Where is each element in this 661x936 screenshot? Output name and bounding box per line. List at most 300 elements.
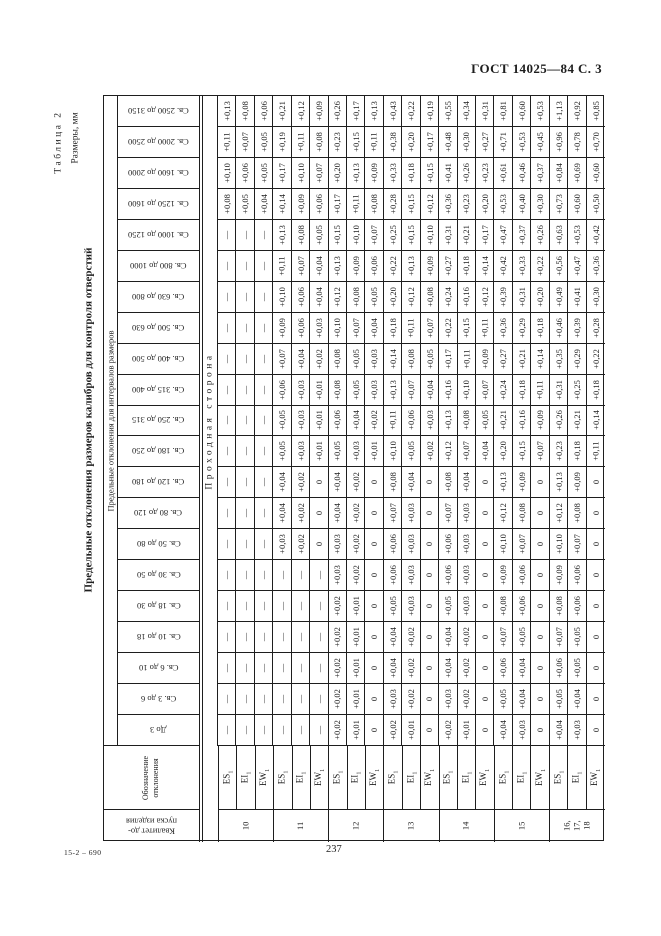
designation-cell: $ES_1$ [384, 746, 402, 809]
data-cell: +0,05 [513, 622, 531, 653]
size-interval-label: Св. 180 до 250 [118, 436, 199, 467]
data-cell: — [255, 375, 273, 406]
data-cell: +0,13 [329, 251, 347, 282]
data-cell: +0,08 [439, 467, 457, 498]
data-cell: +0,07 [476, 375, 494, 406]
data-cell: — [255, 282, 273, 313]
print-order-code: 15-2 – 690 [64, 848, 102, 857]
data-cell: +0,15 [402, 220, 420, 251]
data-cell: +0,47 [494, 220, 512, 251]
data-cell: — [218, 715, 236, 746]
data-cell: +0,15 [329, 220, 347, 251]
data-cell: +0,05 [476, 406, 494, 437]
data-cell: — [310, 684, 328, 715]
data-cell: +0,02 [421, 436, 439, 467]
data-cell: +0,17 [439, 344, 457, 375]
size-interval-label: Св. 2000 до 2500 [118, 127, 199, 158]
data-cell: +0,06 [365, 251, 383, 282]
data-cell: — [255, 251, 273, 282]
data-cell: — [255, 220, 273, 251]
data-cell: +0,11 [384, 406, 402, 437]
data-cell: 0 [421, 467, 439, 498]
data-cell: +0,96 [550, 127, 568, 158]
data-cell: +0,05 [494, 684, 512, 715]
deviation-values-grid [218, 96, 605, 746]
data-cell: +0,11 [218, 127, 236, 158]
data-cell: +0,92 [568, 96, 586, 127]
data-cell: +0,46 [513, 158, 531, 189]
data-cell: +0,08 [458, 406, 476, 437]
data-cell: +0,09 [550, 560, 568, 591]
data-cell: — [255, 684, 273, 715]
designation-cell: $ES_1$ [440, 746, 458, 809]
data-cell: +0,08 [494, 591, 512, 622]
size-interval-label: Св. 30 до 50 [118, 560, 199, 591]
data-cell: — [255, 406, 273, 437]
table-title: Предельные отклонения размеров калибров для контроля отверстий [82, 247, 95, 593]
data-cell: — [310, 653, 328, 684]
data-cell: — [292, 622, 310, 653]
data-cell: +0,02 [402, 684, 420, 715]
designation-cell: $ES_1$ [329, 746, 347, 809]
data-cell: +0,09 [421, 251, 439, 282]
data-cell: +0,09 [476, 344, 494, 375]
data-cell: +0,02 [347, 498, 365, 529]
data-cell: +0,03 [402, 529, 420, 560]
data-cell: +0,11 [402, 313, 420, 344]
data-cell: +0,60 [568, 189, 586, 220]
data-cell: +0,02 [347, 560, 365, 591]
data-cell: 0 [421, 591, 439, 622]
data-cell: — [218, 467, 236, 498]
data-cell: +1,13 [550, 96, 568, 127]
data-cell: — [236, 498, 254, 529]
data-cell: — [255, 653, 273, 684]
designation-cell: $ES_1$ [550, 746, 568, 809]
data-cell: +0,06 [384, 560, 402, 591]
data-cell: +0,36 [439, 189, 457, 220]
data-cell: +0,05 [347, 375, 365, 406]
data-cell: 0 [476, 560, 494, 591]
data-cell: +0,04 [365, 313, 383, 344]
data-cell: +0,04 [273, 467, 291, 498]
size-interval-label: Св. 80 до 120 [118, 498, 199, 529]
data-cell: +0,29 [513, 313, 531, 344]
size-interval-label: Св. 50 до 80 [118, 529, 199, 560]
size-interval-label: Св. 500 до 630 [118, 313, 199, 344]
data-cell: +0,22 [587, 344, 605, 375]
data-cell: — [218, 653, 236, 684]
data-cell: +0,03 [292, 406, 310, 437]
designation-cell: $EI_1$ [403, 746, 421, 809]
data-cell: +0,26 [531, 220, 549, 251]
data-cell: +0,12 [550, 498, 568, 529]
data-cell: 0 [365, 622, 383, 653]
data-cell: +0,06 [329, 406, 347, 437]
data-cell: +0,12 [329, 282, 347, 313]
data-cell: +0,07 [365, 220, 383, 251]
passing-side-header: Проходная сторона [203, 96, 218, 746]
data-cell: 0 [476, 591, 494, 622]
data-cell: — [218, 684, 236, 715]
data-cell: — [218, 220, 236, 251]
data-cell: +0,27 [494, 344, 512, 375]
data-cell: +0,36 [494, 313, 512, 344]
data-cell: 0 [476, 622, 494, 653]
data-cell: 0 [476, 529, 494, 560]
data-cell: +0,06 [568, 560, 586, 591]
data-cell: +0,04 [384, 653, 402, 684]
data-cell: +0,27 [476, 127, 494, 158]
data-cell: — [292, 591, 310, 622]
data-cell: 0 [476, 653, 494, 684]
data-cell: — [255, 529, 273, 560]
data-cell: +0,14 [531, 344, 549, 375]
data-cell: +0,03 [292, 436, 310, 467]
data-cell: — [218, 622, 236, 653]
table-number-label: Таблица 2 [54, 110, 65, 174]
data-cell: +0,13 [494, 467, 512, 498]
data-cell: +0,05 [402, 436, 420, 467]
data-cell: +0,04 [329, 498, 347, 529]
data-cell: — [218, 251, 236, 282]
quality-grade-row [218, 809, 605, 842]
data-cell: 0 [531, 591, 549, 622]
data-cell: +0,20 [494, 436, 512, 467]
data-cell: +0,49 [550, 282, 568, 313]
data-cell: +0,25 [568, 375, 586, 406]
data-cell: — [310, 715, 328, 746]
data-cell: +0,20 [329, 158, 347, 189]
data-cell: 0 [476, 715, 494, 746]
data-cell: +0,03 [458, 498, 476, 529]
designation-cell: $EI_1$ [568, 746, 586, 809]
data-cell: +0,05 [236, 189, 254, 220]
data-cell: +0,70 [587, 127, 605, 158]
data-cell: 0 [421, 715, 439, 746]
data-cell: — [310, 560, 328, 591]
data-cell: +0,06 [439, 529, 457, 560]
data-cell: +0,06 [513, 591, 531, 622]
data-cell: +0,33 [384, 158, 402, 189]
data-cell: +0,04 [476, 436, 494, 467]
data-cell: +0,02 [310, 344, 328, 375]
data-cell: +0,11 [458, 344, 476, 375]
data-cell: +0,09 [568, 467, 586, 498]
designation-cell: $EI_1$ [458, 746, 476, 809]
data-cell: +0,03 [384, 684, 402, 715]
size-interval-label: Св. 800 до 1000 [118, 251, 199, 282]
data-cell: +0,23 [458, 189, 476, 220]
data-cell: +0,01 [365, 436, 383, 467]
data-cell: +0,23 [550, 436, 568, 467]
data-cell: +0,09 [365, 158, 383, 189]
data-cell: +0,27 [439, 251, 457, 282]
data-cell: +0,11 [365, 127, 383, 158]
data-cell: +0,09 [292, 189, 310, 220]
data-cell: +0,15 [421, 158, 439, 189]
data-cell: 0 [587, 560, 605, 591]
data-cell: +0,18 [587, 375, 605, 406]
data-cell: 0 [365, 653, 383, 684]
data-cell: +0,12 [421, 189, 439, 220]
data-cell: +0,06 [439, 560, 457, 591]
data-cell: +0,30 [458, 127, 476, 158]
designation-row [218, 746, 605, 809]
data-cell: +0,06 [310, 189, 328, 220]
data-cell: +0,23 [329, 127, 347, 158]
data-cell: +0,10 [292, 158, 310, 189]
size-interval-label: Св. 400 до 500 [118, 344, 199, 375]
data-cell: +0,05 [550, 684, 568, 715]
data-cell: +0,01 [347, 684, 365, 715]
data-cell: +0,53 [494, 189, 512, 220]
data-cell: +0,17 [421, 127, 439, 158]
data-cell: +0,22 [439, 313, 457, 344]
data-cell: +0,50 [587, 189, 605, 220]
data-cell: +0,06 [236, 158, 254, 189]
data-cell: +0,05 [255, 158, 273, 189]
data-cell: +0,02 [402, 622, 420, 653]
data-cell: +0,05 [384, 591, 402, 622]
data-cell: +0,14 [273, 189, 291, 220]
data-cell: +0,07 [550, 622, 568, 653]
data-cell: 0 [531, 622, 549, 653]
data-cell: +0,78 [568, 127, 586, 158]
data-cell: +0,15 [402, 189, 420, 220]
designation-cell: $ES_1$ [219, 746, 237, 809]
size-interval-label: До 3 [118, 715, 199, 746]
designation-cell: $ES_1$ [495, 746, 513, 809]
data-cell: +0,05 [365, 282, 383, 313]
data-cell: +0,10 [329, 313, 347, 344]
designation-cell: $EW_1$ [311, 746, 329, 809]
data-cell: +0,13 [218, 96, 236, 127]
data-cell: +0,02 [292, 467, 310, 498]
page-header-gost: ГОСТ 14025—84 С. 3 [471, 61, 602, 76]
data-cell: +0,01 [347, 653, 365, 684]
data-cell: 0 [365, 467, 383, 498]
data-cell: +0,53 [568, 220, 586, 251]
data-cell: +0,42 [587, 220, 605, 251]
data-cell: +0,53 [531, 96, 549, 127]
data-cell: +0,09 [273, 313, 291, 344]
data-cell: +0,03 [329, 529, 347, 560]
size-interval-label: Св. 3 до 6 [118, 684, 199, 715]
data-cell: +0,13 [550, 467, 568, 498]
designation-cell: $EW_1$ [589, 768, 603, 787]
data-cell: — [236, 436, 254, 467]
size-interval-label: Св. 1250 до 1600 [118, 189, 199, 220]
data-cell: +0,04 [568, 684, 586, 715]
data-cell: +0,04 [273, 498, 291, 529]
data-cell: +0,03 [458, 560, 476, 591]
data-cell: +0,47 [568, 251, 586, 282]
data-cell: — [273, 715, 291, 746]
data-cell: +0,18 [458, 251, 476, 282]
data-cell: — [255, 344, 273, 375]
data-cell: +0,21 [458, 220, 476, 251]
data-cell: 0 [531, 560, 549, 591]
data-cell: +0,04 [402, 467, 420, 498]
data-cell: +0,35 [550, 344, 568, 375]
data-cell: +0,29 [568, 344, 586, 375]
data-cell: +0,16 [513, 406, 531, 437]
data-cell: +0,07 [421, 313, 439, 344]
data-cell: +0,37 [531, 158, 549, 189]
data-cell: — [236, 467, 254, 498]
data-cell: +0,14 [384, 344, 402, 375]
size-interval-label: Св. 120 до 180 [118, 467, 199, 498]
data-cell: +0,03 [273, 529, 291, 560]
data-cell: +0,85 [587, 96, 605, 127]
data-cell: +0,06 [292, 313, 310, 344]
deviation-table [103, 95, 604, 841]
units-label: Размеры, мм [71, 111, 82, 164]
data-cell: 0 [421, 684, 439, 715]
data-cell: +0,03 [439, 684, 457, 715]
data-cell: +0,19 [273, 127, 291, 158]
data-cell: +0,02 [292, 498, 310, 529]
data-cell: — [218, 436, 236, 467]
data-cell: 0 [587, 498, 605, 529]
data-cell: — [218, 282, 236, 313]
data-cell: +0,12 [292, 96, 310, 127]
data-cell: 0 [587, 529, 605, 560]
data-cell: 0 [310, 529, 328, 560]
data-cell: +0,10 [458, 375, 476, 406]
data-cell: +0,14 [476, 251, 494, 282]
data-cell: +0,21 [494, 406, 512, 437]
data-cell: +0,26 [329, 96, 347, 127]
size-interval-label: Св. 6 до 10 [118, 653, 199, 684]
data-cell: +0,06 [568, 591, 586, 622]
data-cell: 0 [587, 622, 605, 653]
data-cell: — [255, 467, 273, 498]
data-cell: +0,04 [439, 622, 457, 653]
data-cell: — [255, 715, 273, 746]
data-cell: +0,01 [310, 436, 328, 467]
data-cell: +0,08 [310, 127, 328, 158]
data-cell: +0,12 [402, 282, 420, 313]
data-cell: — [236, 560, 254, 591]
data-cell: +0,08 [347, 282, 365, 313]
data-cell: 0 [531, 715, 549, 746]
data-cell: +0,55 [439, 96, 457, 127]
data-cell: +0,48 [439, 127, 457, 158]
data-cell: — [255, 560, 273, 591]
size-interval-label: Св. 1600 до 2000 [118, 158, 199, 189]
data-cell: +0,02 [458, 684, 476, 715]
data-cell: +0,04 [255, 189, 273, 220]
data-cell: +0,17 [347, 96, 365, 127]
data-cell: +0,10 [273, 282, 291, 313]
data-cell: +0,05 [255, 127, 273, 158]
data-cell: +0,03 [347, 436, 365, 467]
data-cell: +0,04 [550, 715, 568, 746]
designation-cell: $ES_1$ [274, 746, 292, 809]
data-cell: 0 [421, 529, 439, 560]
data-cell: +0,38 [384, 127, 402, 158]
data-cell: — [236, 653, 254, 684]
data-cell: +0,07 [494, 622, 512, 653]
data-cell: — [218, 560, 236, 591]
data-cell: +0,18 [402, 158, 420, 189]
data-cell: +0,09 [347, 251, 365, 282]
data-cell: — [236, 344, 254, 375]
data-cell: +0,15 [347, 127, 365, 158]
designation-cell: $EI_1$ [237, 746, 255, 809]
data-cell: +0,53 [513, 127, 531, 158]
data-cell: +0,18 [531, 313, 549, 344]
size-interval-label: Св. 630 до 800 [118, 282, 199, 313]
data-cell: +0,20 [402, 127, 420, 158]
data-cell: +0,03 [402, 591, 420, 622]
data-cell: +0,73 [550, 189, 568, 220]
data-cell: — [218, 344, 236, 375]
data-cell: +0,10 [384, 436, 402, 467]
data-cell: — [218, 375, 236, 406]
data-cell: +0,18 [513, 375, 531, 406]
data-cell: 0 [531, 467, 549, 498]
data-cell: +0,01 [347, 715, 365, 746]
data-cell: +0,03 [365, 344, 383, 375]
data-cell: +0,03 [458, 529, 476, 560]
data-cell: +0,05 [273, 406, 291, 437]
data-cell: +0,06 [494, 653, 512, 684]
data-cell: +0,09 [513, 467, 531, 498]
data-cell: +0,24 [494, 375, 512, 406]
data-cell: +0,05 [568, 653, 586, 684]
data-cell: — [236, 406, 254, 437]
data-cell: — [255, 436, 273, 467]
data-cell: +0,04 [292, 344, 310, 375]
data-cell: +0,26 [458, 158, 476, 189]
data-cell: +0,06 [292, 282, 310, 313]
data-cell: +0,23 [476, 158, 494, 189]
data-cell: +0,39 [494, 282, 512, 313]
data-cell: +0,07 [236, 127, 254, 158]
data-cell: +0,11 [292, 127, 310, 158]
data-cell: +0,01 [310, 375, 328, 406]
data-cell: +0,08 [384, 467, 402, 498]
data-cell: +0,05 [310, 220, 328, 251]
data-cell: +0,05 [421, 344, 439, 375]
data-cell: +0,10 [347, 220, 365, 251]
data-cell: 0 [365, 529, 383, 560]
data-cell: +0,08 [329, 375, 347, 406]
data-cell: +0,07 [458, 436, 476, 467]
data-cell: +0,36 [587, 251, 605, 282]
designation-cell: $EW_1$ [421, 746, 439, 809]
data-cell: +0,12 [476, 282, 494, 313]
data-cell: 0 [531, 653, 549, 684]
data-cell: — [292, 560, 310, 591]
data-cell: +0,04 [329, 467, 347, 498]
data-cell: +0,21 [513, 344, 531, 375]
data-cell: — [255, 498, 273, 529]
data-cell: +0,07 [513, 529, 531, 560]
data-cell: — [236, 591, 254, 622]
data-cell: +0,16 [439, 375, 457, 406]
data-cell: +0,31 [439, 220, 457, 251]
data-cell: +0,03 [458, 591, 476, 622]
data-cell: +0,02 [329, 622, 347, 653]
data-cell: — [273, 653, 291, 684]
data-cell: +0,04 [310, 251, 328, 282]
data-cell: +0,05 [329, 436, 347, 467]
data-cell: — [236, 529, 254, 560]
